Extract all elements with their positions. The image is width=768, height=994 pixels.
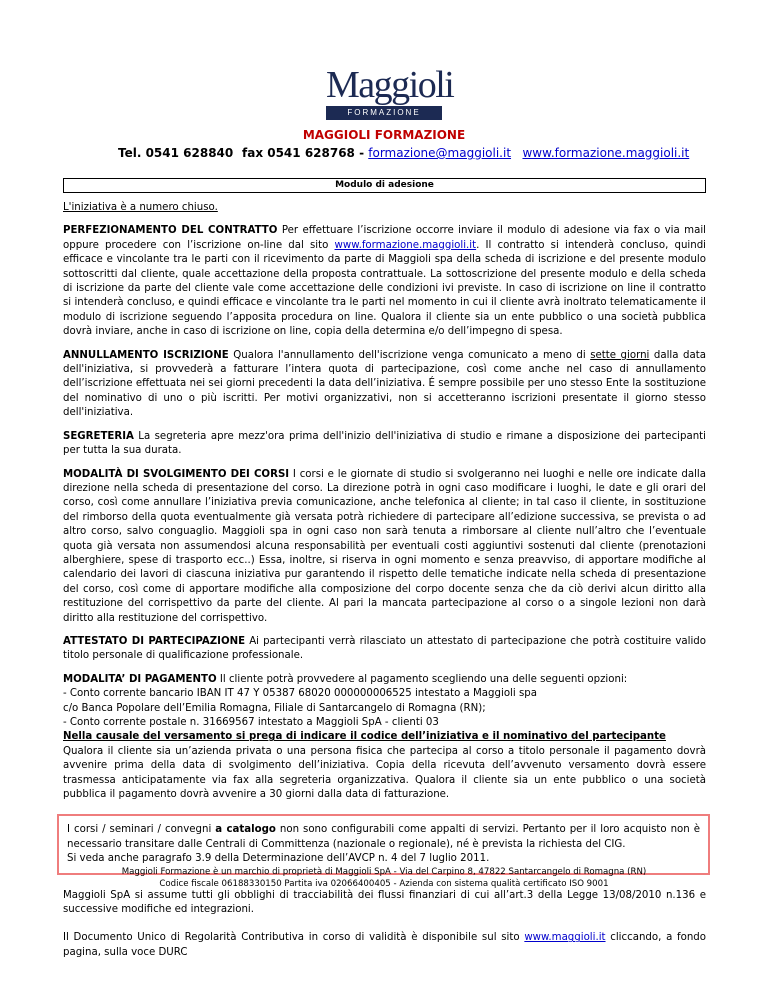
maggioli-logo [326,64,454,120]
intro-paragraph: L'iniziativa è a numero chiuso. [63,202,218,213]
segreteria-text: La segreteria apre mezz'ora prima dell'inizio dell'iniziativa di studio e rimane a disposizione dei partecipanti per tutta la sua durata. [63,430,706,457]
perfezionamento-heading: PERFEZIONAMENTO DEL CONTRATTO [63,225,278,237]
terms-body [63,201,706,969]
annullamento-text-1: Qualora l'annullamento dell'iscrizione venga comunicato a meno di [228,349,591,361]
org-name: MAGGIOLI FORMAZIONE [302,128,466,142]
tracciabilita-paragraph: Maggioli SpA si assume tutti gli obblighi di tracciabilità dei flussi finanziari di cui all’art.3 della Legge 13/08/2010 n.136 e successive modifiche ed integrazioni. [63,889,706,916]
segreteria-heading: SEGRETERIA [63,430,134,442]
durc-text-1: Il Documento Unico di Regolarità Contributiva in corso di validità è disponibile sul sito [63,932,525,944]
annullamento-section [63,349,706,421]
durc-text-2: cliccando, a fondo pagina, sulla voce DURC [63,932,707,958]
email-link[interactable]: formazione@maggioli.it [368,146,512,160]
annullamento-text-2: dalla data dell'iniziativa, si provvederà a fatturare l’intera quota di partecipazione, così come anche nel caso di annullamento dell’iscrizione effettuata nei sei giorni precedenti la data dell’iniziativa. É sempre possibile per uno stesso Ente la sostituzione del nominativo di uno o più iscritti. Per motivi organizzativi, non si accetteranno iscrizioni presentate il giorno stesso dell'iniziativa. [63,349,706,419]
contact-tel [118,146,233,160]
pagamento-text: Il cliente potrà provvedere al pagamento scegliendo una delle seguenti opzioni: [216,673,628,685]
pagamento-line-3: - Conto corrente postale n. 31669567 intestato a Maggioli SpA - clienti 03 [63,717,439,728]
pagamento-text-2: Qualora il cliente sia un’azienda privata o una persona fisica che partecipa al corso a titolo personale il pagamento dovrà avvenire prima della data di svolgimento dell’iniziativa. Copia della ricevuta dell’avvenuto versamento dovrà essere trasmessa anticipatamente via fax alla segreteria organizzativa. Qualora il cliente sia un ente pubblico o una società pubblica il pagamento dovrà avvenire a 30 giorni dalla data di fatturazione. [63,745,706,801]
durc-link[interactable]: www.maggioli.it [524,932,606,944]
form-title-box [63,178,706,193]
notice-text-3: Si veda anche paragrafo 3.9 della Determinazione dell’AVCP n. 4 del 7 luglio 2011. [67,853,490,865]
logo-tagline: FORMAZIONE [326,106,442,120]
footer-line-2: Codice fiscale 06188330150 Partita iva 02066400405 - Azienda con sistema qualità certificato ISO 9001 [159,878,609,889]
notice-text-2: non sono configurabili come appalti di servizi. Pertanto per il loro acquisto non è necessario transitare dalle Centrali di Committenza (nazionale o regionale), né è prevista la richiesta del CIG. [67,824,700,850]
tel-number: Tel. 0541 628840 [118,146,234,160]
pagamento-causale: Nella causale del versamento si prega di indicare il codice dell’iniziativa e il nominativo del partecipante [63,731,666,743]
perfezionamento-text-2: . Il contratto si intenderà concluso, quindi efficace e vincolante tra le parti con il ricevimento da parte di Maggioli spa della scheda di iscrizione e del presente modulo sottoscritti dal cliente, quale accettazione della proposta contrattuale. La sottoscrizione del presente modulo e della scheda di iscrizione da parte del cliente vale come accettazione delle condizioni ivi previste. In caso di iscrizione on line il contratto si intenderà concluso, e quindi efficace e vincolante tra le parti nel momento in cui il cliente avrà inoltrato telematicamente il modulo di iscrizione seguendo l’apposita procedura on line. Qualora il cliente sia un ente pubblico o una società pubblica dovrà inviare, anche in caso di iscrizione on line, copia della determina e/o dell’impegno di spesa. [63,239,706,338]
segreteria-section [63,430,706,459]
perfezionamento-text-1: Per effettuare l’iscrizione occorre inviare il modulo di adesione via fax o via mail oppure procedere con l’iscrizione on-line dal sito [63,225,706,251]
catalog-notice-box [57,814,710,874]
durc-paragraph [63,931,706,960]
perfezionamento-link[interactable]: www.formazione.maggioli.it [334,239,477,251]
pagamento-line-1: - Conto corrente bancario IBAN IT 47 Y 05387 68020 000000006525 intestato a Maggioli spa [63,688,537,700]
form-title: Modulo di adesione [335,180,434,190]
annullamento-heading: ANNULLAMENTO ISCRIZIONE [63,349,229,361]
modalita-heading: MODALITÀ DI SVOLGIMENTO DEI CORSI [63,468,290,480]
notice-text-1: I corsi / seminari / convegni [67,824,216,836]
page-footer [0,867,768,890]
pagamento-section [63,673,706,803]
website-link[interactable]: www.formazione.maggioli.it [522,146,690,160]
attestato-section [63,635,706,664]
pagamento-line-2: c/o Banca Popolare dell’Emilia Romagna, Filiale di Santarcangelo di Romagna (RN); [63,702,486,714]
perfezionamento-section [63,224,706,339]
attestato-text: Ai partecipanti verrà rilasciato un attestato di partecipazione che potrà costituire valido titolo personale di qualificazione professionale. [63,635,706,662]
pagamento-heading: MODALITA’ DI PAGAMENTO [63,673,217,685]
modalita-text: I corsi e le giornate di studio si svolgeranno nei luoghi e nelle ore indicate dalla direzione nella scheda di presentazione del corso. La direzione potrà in ogni caso modificare i luoghi, le date e gli orari del corso, così come annullare l’iniziativa previa comunicazione, anche telefonica al cliente; in tal caso il cliente, in sostituzione del rimborso della quota eventualmente già versata potrà richiedere di partecipare all’edizione successiva, se prevista o ad altro corso, salvo conguaglio. Maggioli spa in ogni caso non sarà tenuta a rimborsare al cliente null’altro che l’eventuale quota già versata non assumendosi alcuna responsabilità per eventuali costi aggiuntivi sostenuti dal cliente (prenotazioni alberghiere, spese di trasporto ecc..) Essa, inoltre, si riserva in ogni momento e senza preavviso, di apportare modifiche al calendario dei lavori di ciascuna iniziativa pur garantendo il rispetto delle tematiche indicate nella scheda di presentazione del corso, così come di apportare modifiche alla composizione del corpo docente senza che da ciò derivi alcun diritto alla restituzione del corrispettivo da parte del cliente. Al pari la mancata partecipazione al corso o a singole lezioni non darà diritto alla restituzione del corrispettivo. [63,468,706,624]
footer-line-1: Maggioli Formazione è un marchio di proprietà di Maggioli SpA - Via del Carpino 8, 47822 Santarcangelo di Romagna (RN) [121,867,647,877]
fax-number: fax 0541 628768 - [242,146,369,160]
logo-wordmark: Maggioli [326,64,454,106]
contact-line [242,146,689,160]
modalita-section [63,468,706,626]
annullamento-underlined: sette giorni [590,349,650,361]
attestato-heading: ATTESTATO DI PARTECIPAZIONE [63,635,246,647]
notice-bold: a catalogo [215,824,276,836]
